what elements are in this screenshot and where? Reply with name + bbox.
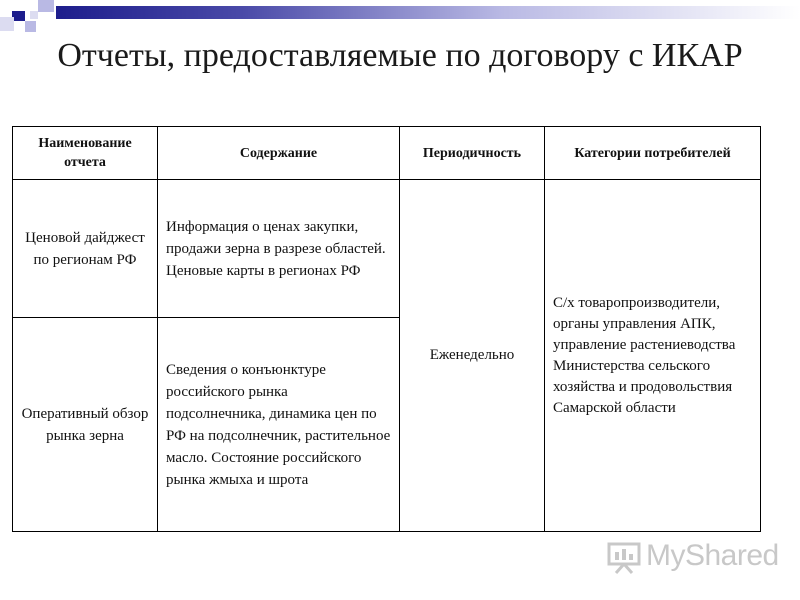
periodicity-cell: Еженедельно bbox=[400, 180, 545, 532]
table-row bbox=[13, 180, 761, 318]
header-content: Содержание bbox=[158, 127, 400, 180]
decor-square-light bbox=[25, 21, 36, 32]
consumer-categories-cell: С/х товаропроизводители, органы управления АПК, управление растениеводства Министерства сельского хозяйства и продовольствия Самарской области bbox=[545, 180, 761, 532]
reports-table bbox=[12, 126, 761, 532]
report-content-cell: Сведения о конъюнктуре российского рынка подсолнечника, динамика цен по РФ на подсолнечник, растительное масло. Состояние российского рынка жмыха и шрота bbox=[158, 318, 400, 532]
decor-square-pale bbox=[0, 17, 14, 31]
table-header-row bbox=[13, 127, 761, 180]
slide-title: Отчеты, предоставляемые по договору с ИКАР bbox=[57, 37, 743, 74]
report-content-cell: Информация о ценах закупки, продажи зерна в разрезе областей. Ценовые карты в регионах РФ bbox=[158, 180, 400, 318]
watermark-text: MyShared bbox=[646, 539, 779, 572]
watermark-logo bbox=[606, 538, 779, 574]
decor-square-light bbox=[38, 0, 54, 12]
header-periodicity: Периодичность bbox=[400, 127, 545, 180]
header-report-name: Наименование отчета bbox=[13, 127, 158, 180]
header-consumer-categories: Категории потребителей bbox=[545, 127, 761, 180]
decor-square-pale bbox=[30, 11, 38, 19]
report-name-cell: Ценовой дайджест по регионам РФ bbox=[13, 180, 158, 318]
header-gradient-bar bbox=[56, 6, 800, 19]
presentation-board-icon bbox=[606, 538, 642, 574]
report-name-cell: Оперативный обзор рынка зерна bbox=[13, 318, 158, 532]
